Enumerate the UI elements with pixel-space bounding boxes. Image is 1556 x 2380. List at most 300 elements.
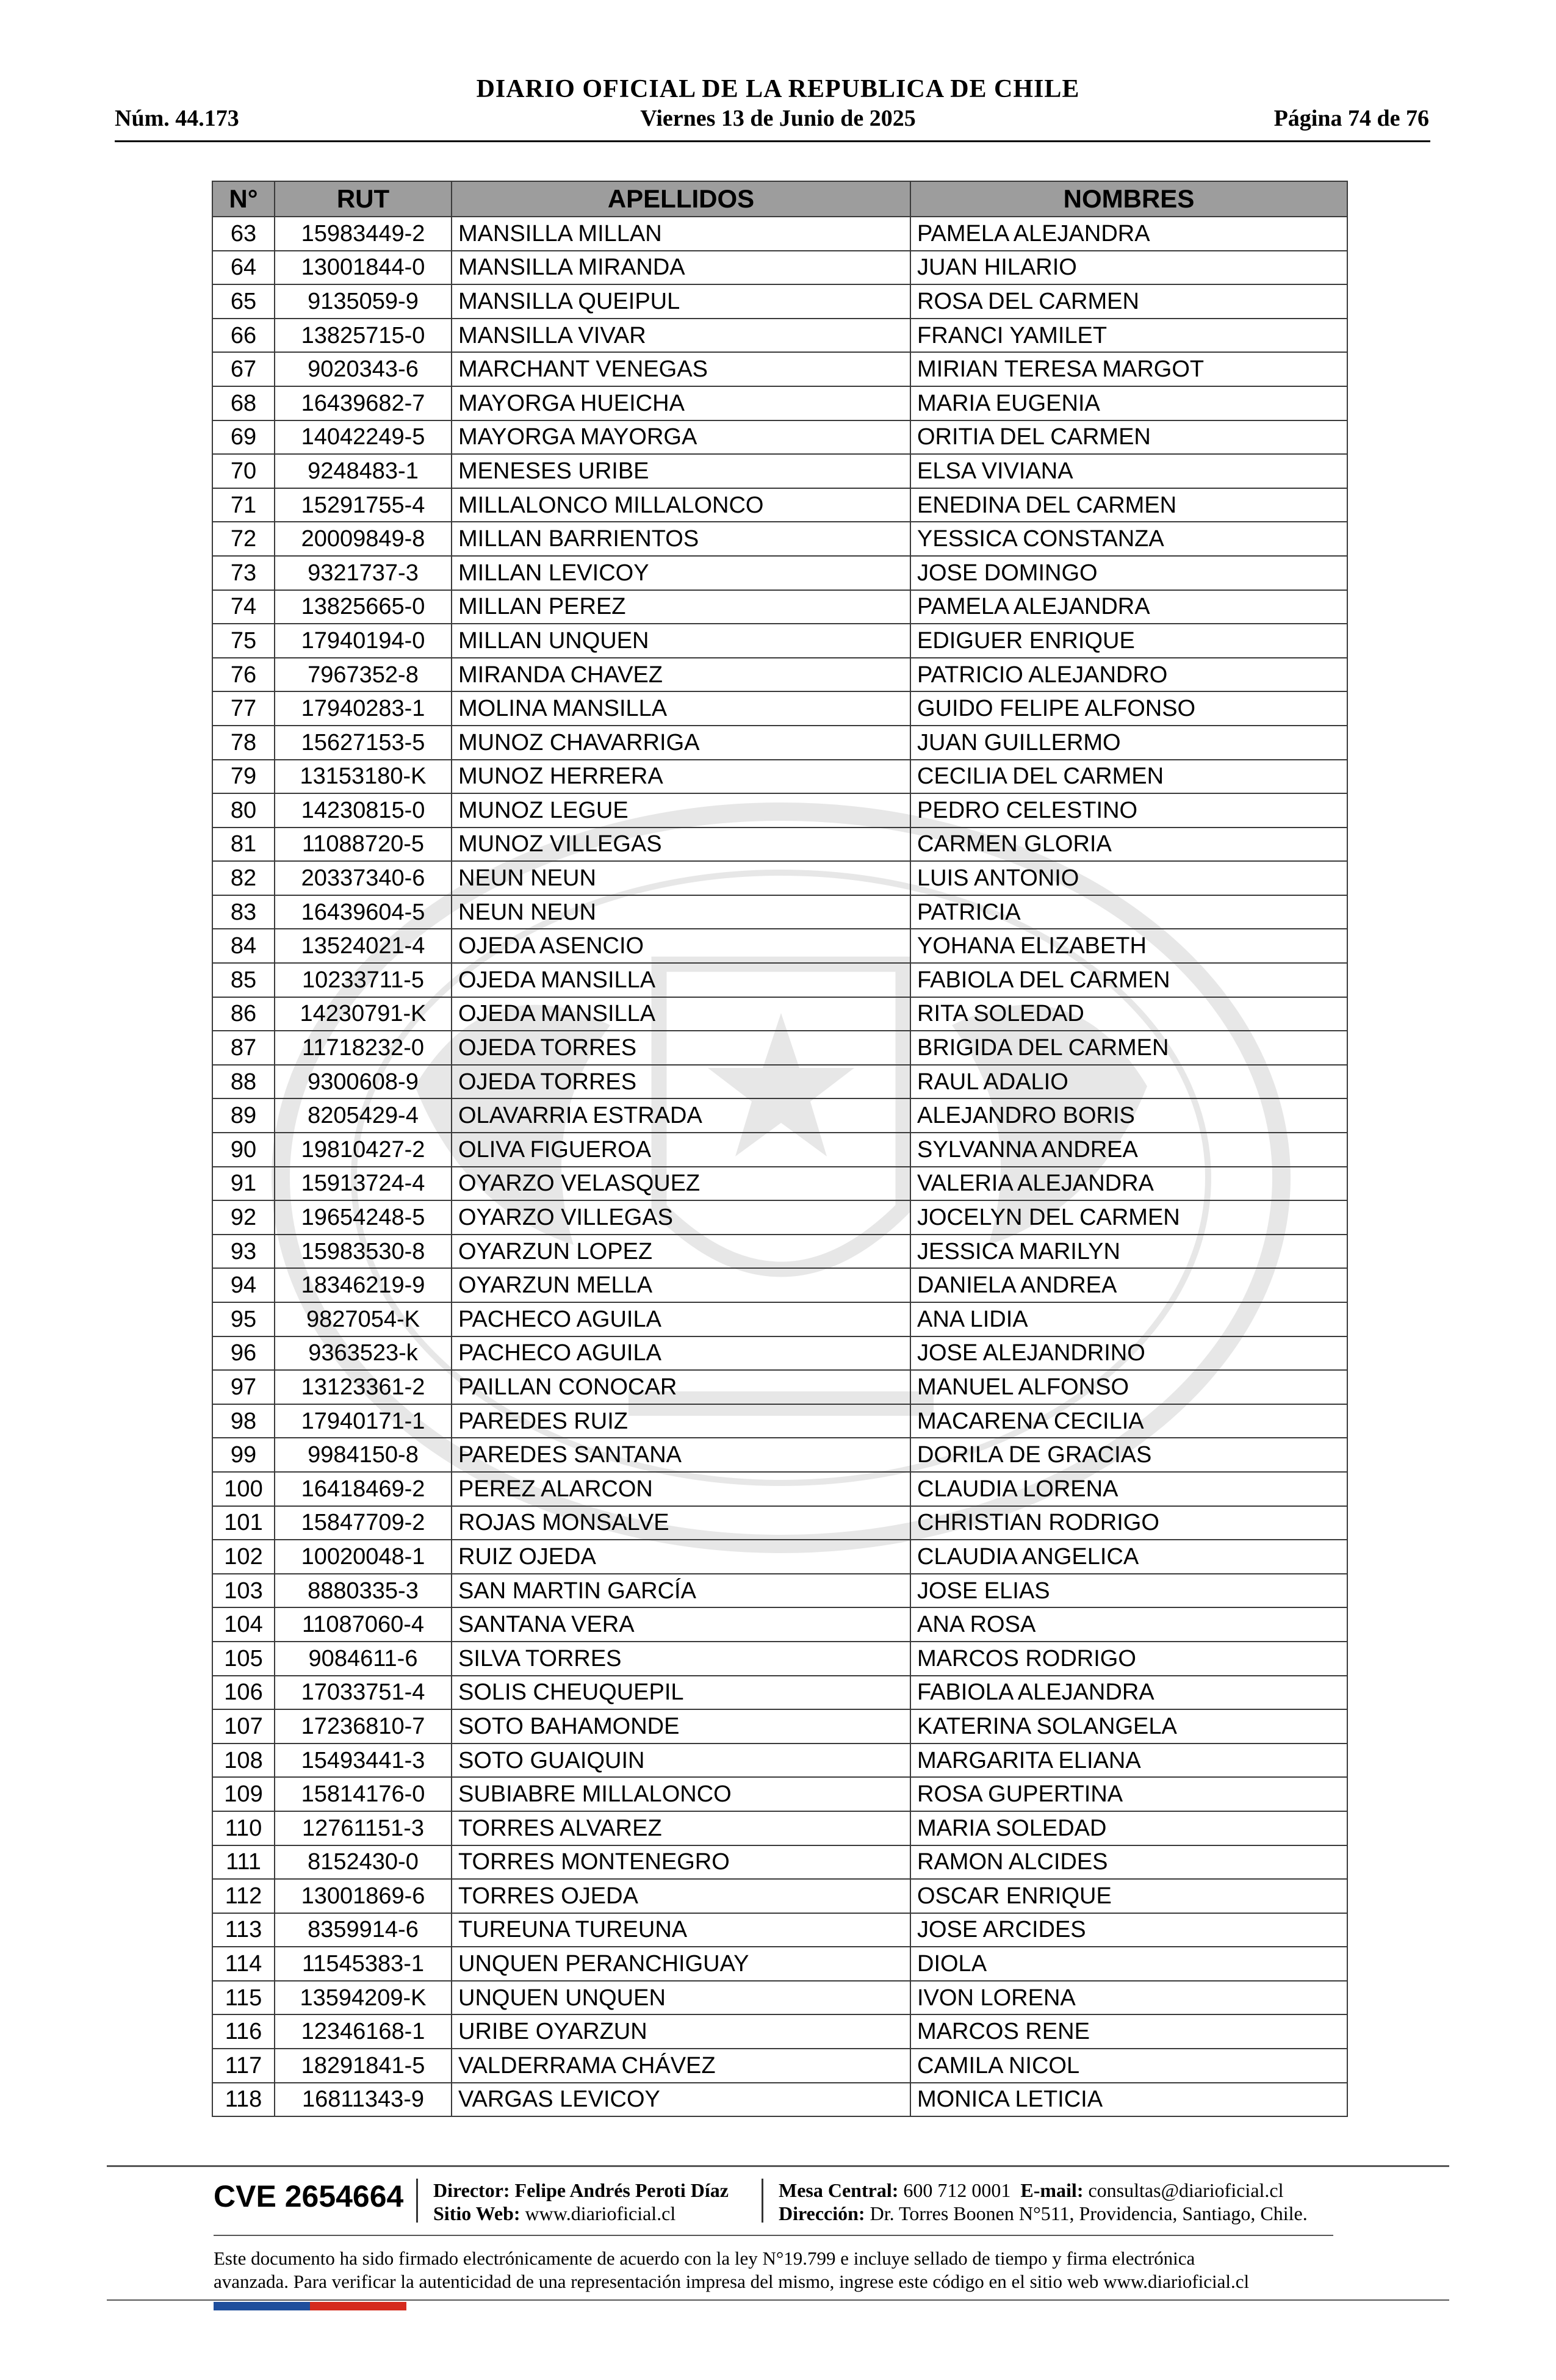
rut-cell: 13825665-0: [275, 590, 452, 624]
surnames-cell: OYARZUN MELLA: [452, 1268, 910, 1302]
surnames-cell: VARGAS LEVICOY: [452, 2083, 910, 2117]
names-cell: RITA SOLEDAD: [910, 997, 1347, 1031]
surnames-cell: UNQUEN UNQUEN: [452, 1981, 910, 2015]
surnames-cell: MANSILLA QUEIPUL: [452, 284, 910, 319]
table-row: [212, 1200, 1347, 1235]
table-row: [212, 963, 1347, 997]
column-header-surnames: APELLIDOS: [452, 181, 910, 217]
rut-cell: 13825715-0: [275, 319, 452, 353]
row-number-cell: 80: [212, 793, 275, 828]
names-cell: PATRICIO ALEJANDRO: [910, 658, 1347, 692]
address-label: Dirección:: [779, 2202, 865, 2224]
table-row: [212, 1744, 1347, 1778]
table-row: [212, 1506, 1347, 1540]
row-number-cell: 118: [212, 2083, 275, 2117]
rut-cell: 18291841-5: [275, 2049, 452, 2083]
table-row: [212, 556, 1347, 590]
table-row: [212, 420, 1347, 455]
surnames-cell: MAYORGA MAYORGA: [452, 420, 910, 455]
table-row: [212, 1098, 1347, 1133]
surnames-cell: URIBE OYARZUN: [452, 2014, 910, 2049]
table-row: [212, 1676, 1347, 1710]
table-row: [212, 1879, 1347, 1913]
surnames-cell: OJEDA MANSILLA: [452, 997, 910, 1031]
surnames-cell: MENESES URIBE: [452, 454, 910, 488]
rut-cell: 9363523-k: [275, 1336, 452, 1371]
names-cell: JESSICA MARILYN: [910, 1235, 1347, 1269]
rut-cell: 17940194-0: [275, 624, 452, 658]
table-row: [212, 1574, 1347, 1608]
surnames-cell: MANSILLA MIRANDA: [452, 251, 910, 285]
rut-cell: 13153180-K: [275, 760, 452, 794]
names-cell: MONICA LETICIA: [910, 2083, 1347, 2117]
director-name: Felipe Andrés Peroti Díaz: [514, 2179, 729, 2201]
rut-cell: 17940283-1: [275, 691, 452, 726]
row-number-cell: 77: [212, 691, 275, 726]
table-row: [212, 1947, 1347, 1981]
rut-cell: 18346219-9: [275, 1268, 452, 1302]
surnames-cell: OYARZO VELASQUEZ: [452, 1167, 910, 1201]
table-row: [212, 1438, 1347, 1472]
surnames-cell: TORRES ALVAREZ: [452, 1811, 910, 1845]
rut-cell: 13123361-2: [275, 1370, 452, 1404]
rut-cell: 15493441-3: [275, 1744, 452, 1778]
names-cell: MACARENA CECILIA: [910, 1404, 1347, 1438]
rut-cell: 16811343-9: [275, 2083, 452, 2117]
names-cell: EDIGUER ENRIQUE: [910, 624, 1347, 658]
rut-cell: 12761151-3: [275, 1811, 452, 1845]
table-row: [212, 2049, 1347, 2083]
surnames-cell: OJEDA TORRES: [452, 1031, 910, 1065]
names-cell: IVON LORENA: [910, 1981, 1347, 2015]
surnames-cell: SOTO GUAIQUIN: [452, 1744, 910, 1778]
row-number-cell: 109: [212, 1777, 275, 1811]
email-label: E-mail:: [1020, 2179, 1084, 2201]
phone-label: Mesa Central:: [779, 2179, 899, 2201]
table-row: [212, 1235, 1347, 1269]
row-number-cell: 95: [212, 1302, 275, 1336]
rut-cell: 13001844-0: [275, 251, 452, 285]
table-row: [212, 929, 1347, 963]
names-cell: FRANCI YAMILET: [910, 319, 1347, 353]
table-row: [212, 828, 1347, 862]
row-number-cell: 69: [212, 420, 275, 455]
names-cell: MARIA SOLEDAD: [910, 1811, 1347, 1845]
names-cell: PAMELA ALEJANDRA: [910, 217, 1347, 251]
names-cell: RAMON ALCIDES: [910, 1845, 1347, 1880]
footer-divider-bottom: [107, 2299, 1449, 2301]
rut-cell: 19654248-5: [275, 1200, 452, 1235]
names-cell: YESSICA CONSTANZA: [910, 522, 1347, 556]
surnames-cell: SUBIABRE MILLALONCO: [452, 1777, 910, 1811]
table-row: [212, 1607, 1347, 1642]
rut-cell: 16439604-5: [275, 895, 452, 929]
surnames-cell: RUIZ OJEDA: [452, 1540, 910, 1574]
surnames-cell: OJEDA TORRES: [452, 1065, 910, 1099]
names-cell: CHRISTIAN RODRIGO: [910, 1506, 1347, 1540]
names-cell: FABIOLA ALEJANDRA: [910, 1676, 1347, 1710]
table-row: [212, 1811, 1347, 1845]
rut-cell: 15983449-2: [275, 217, 452, 251]
surnames-cell: NEUN NEUN: [452, 861, 910, 895]
surnames-cell: SOLIS CHEUQUEPIL: [452, 1676, 910, 1710]
table-row: [212, 488, 1347, 522]
footer-divider-middle: [214, 2235, 1333, 2236]
row-number-cell: 79: [212, 760, 275, 794]
row-number-cell: 98: [212, 1404, 275, 1438]
names-cell: ORITIA DEL CARMEN: [910, 420, 1347, 455]
names-cell: CAMILA NICOL: [910, 2049, 1347, 2083]
surnames-cell: NEUN NEUN: [452, 895, 910, 929]
names-cell: CLAUDIA LORENA: [910, 1472, 1347, 1506]
surnames-cell: MANSILLA VIVAR: [452, 319, 910, 353]
rut-cell: 8359914-6: [275, 1913, 452, 1947]
cve-code: CVE 2654664: [214, 2179, 404, 2213]
flag-stripe-red: [310, 2302, 406, 2310]
table-row: [212, 793, 1347, 828]
surnames-cell: MUNOZ VILLEGAS: [452, 828, 910, 862]
names-cell: JUAN HILARIO: [910, 251, 1347, 285]
rut-cell: 14042249-5: [275, 420, 452, 455]
names-cell: CARMEN GLORIA: [910, 828, 1347, 862]
surnames-cell: PACHECO AGUILA: [452, 1336, 910, 1371]
surnames-cell: OYARZO VILLEGAS: [452, 1200, 910, 1235]
surnames-cell: PEREZ ALARCON: [452, 1472, 910, 1506]
rut-cell: 10020048-1: [275, 1540, 452, 1574]
names-cell: ANA LIDIA: [910, 1302, 1347, 1336]
row-number-cell: 93: [212, 1235, 275, 1269]
names-cell: LUIS ANTONIO: [910, 861, 1347, 895]
row-number-cell: 66: [212, 319, 275, 353]
table-row: [212, 895, 1347, 929]
surnames-cell: MUNOZ LEGUE: [452, 793, 910, 828]
names-cell: DORILA DE GRACIAS: [910, 1438, 1347, 1472]
rut-cell: 9248483-1: [275, 454, 452, 488]
column-header-rut: RUT: [275, 181, 452, 217]
column-header-number: N°: [212, 181, 275, 217]
row-number-cell: 96: [212, 1336, 275, 1371]
rut-cell: 13524021-4: [275, 929, 452, 963]
table-row: [212, 1913, 1347, 1947]
surnames-cell: TUREUNA TUREUNA: [452, 1913, 910, 1947]
row-number-cell: 78: [212, 726, 275, 760]
rut-cell: 8152430-0: [275, 1845, 452, 1880]
row-number-cell: 94: [212, 1268, 275, 1302]
row-number-cell: 75: [212, 624, 275, 658]
names-cell: ANA ROSA: [910, 1607, 1347, 1642]
table-row: [212, 217, 1347, 251]
rut-cell: 7967352-8: [275, 658, 452, 692]
table-row: [212, 590, 1347, 624]
table-row: [212, 1031, 1347, 1065]
names-cell: MARCOS RODRIGO: [910, 1642, 1347, 1676]
rut-cell: 9020343-6: [275, 352, 452, 386]
row-number-cell: 83: [212, 895, 275, 929]
rut-cell: 17033751-4: [275, 1676, 452, 1710]
rut-cell: 15814176-0: [275, 1777, 452, 1811]
rut-cell: 9321737-3: [275, 556, 452, 590]
publication-title: DIARIO OFICIAL DE LA REPUBLICA DE CHILE: [476, 75, 1080, 103]
row-number-cell: 113: [212, 1913, 275, 1947]
registry-table: [212, 181, 1348, 2117]
surnames-cell: OJEDA ASENCIO: [452, 929, 910, 963]
row-number-cell: 89: [212, 1098, 275, 1133]
address-value: Dr. Torres Boonen N°511, Providencia, Santiago, Chile.: [870, 2202, 1308, 2224]
row-number-cell: 105: [212, 1642, 275, 1676]
header-divider: [115, 140, 1430, 142]
surnames-cell: MILLAN BARRIENTOS: [452, 522, 910, 556]
surnames-cell: OYARZUN LOPEZ: [452, 1235, 910, 1269]
names-cell: ELSA VIVIANA: [910, 454, 1347, 488]
table-row: [212, 726, 1347, 760]
names-cell: PEDRO CELESTINO: [910, 793, 1347, 828]
row-number-cell: 87: [212, 1031, 275, 1065]
table-row: [212, 1302, 1347, 1336]
table-row: [212, 386, 1347, 420]
website-label: Sitio Web:: [433, 2202, 520, 2224]
names-cell: CLAUDIA ANGELICA: [910, 1540, 1347, 1574]
names-cell: ROSA DEL CARMEN: [910, 284, 1347, 319]
surnames-cell: MANSILLA MILLAN: [452, 217, 910, 251]
surnames-cell: MOLINA MANSILLA: [452, 691, 910, 726]
surnames-cell: UNQUEN PERANCHIGUAY: [452, 1947, 910, 1981]
contact-info: [779, 2179, 1308, 2225]
row-number-cell: 110: [212, 1811, 275, 1845]
names-cell: JOSE ELIAS: [910, 1574, 1347, 1608]
rut-cell: 16418469-2: [275, 1472, 452, 1506]
table-row: [212, 1404, 1347, 1438]
surnames-cell: SANTANA VERA: [452, 1607, 910, 1642]
table-row: [212, 319, 1347, 353]
rut-cell: 9984150-8: [275, 1438, 452, 1472]
rut-cell: 11545383-1: [275, 1947, 452, 1981]
table-row: [212, 861, 1347, 895]
table-row: [212, 2083, 1347, 2117]
names-cell: KATERINA SOLANGELA: [910, 1709, 1347, 1744]
row-number-cell: 111: [212, 1845, 275, 1880]
table-row: [212, 1336, 1347, 1371]
row-number-cell: 100: [212, 1472, 275, 1506]
footer-separator: [762, 2179, 763, 2223]
row-number-cell: 106: [212, 1676, 275, 1710]
table-row: [212, 760, 1347, 794]
row-number-cell: 97: [212, 1370, 275, 1404]
rut-cell: 13594209-K: [275, 1981, 452, 2015]
table-row: [212, 1133, 1347, 1167]
names-cell: CECILIA DEL CARMEN: [910, 760, 1347, 794]
row-number-cell: 108: [212, 1744, 275, 1778]
rut-cell: 15291755-4: [275, 488, 452, 522]
surnames-cell: TORRES OJEDA: [452, 1879, 910, 1913]
rut-cell: 8205429-4: [275, 1098, 452, 1133]
surnames-cell: PAREDES SANTANA: [452, 1438, 910, 1472]
row-number-cell: 76: [212, 658, 275, 692]
table-row: [212, 251, 1347, 285]
director-label: Director:: [433, 2179, 510, 2201]
surnames-cell: PAREDES RUIZ: [452, 1404, 910, 1438]
table-row: [212, 454, 1347, 488]
surnames-cell: SOTO BAHAMONDE: [452, 1709, 910, 1744]
table-row: [212, 1370, 1347, 1404]
rut-cell: 20009849-8: [275, 522, 452, 556]
rut-cell: 19810427-2: [275, 1133, 452, 1167]
table-row: [212, 997, 1347, 1031]
table-row: [212, 2014, 1347, 2049]
names-cell: RAUL ADALIO: [910, 1065, 1347, 1099]
table-row: [212, 1981, 1347, 2015]
names-cell: ROSA GUPERTINA: [910, 1777, 1347, 1811]
rut-cell: 9827054-K: [275, 1302, 452, 1336]
names-cell: FABIOLA DEL CARMEN: [910, 963, 1347, 997]
table-row: [212, 1642, 1347, 1676]
table-row: [212, 1540, 1347, 1574]
surnames-cell: SILVA TORRES: [452, 1642, 910, 1676]
names-cell: MARGARITA ELIANA: [910, 1744, 1347, 1778]
row-number-cell: 117: [212, 2049, 275, 2083]
rut-cell: 17236810-7: [275, 1709, 452, 1744]
surnames-cell: OJEDA MANSILLA: [452, 963, 910, 997]
row-number-cell: 82: [212, 861, 275, 895]
rut-cell: 11087060-4: [275, 1607, 452, 1642]
names-cell: OSCAR ENRIQUE: [910, 1879, 1347, 1913]
rut-cell: 14230791-K: [275, 997, 452, 1031]
rut-cell: 15627153-5: [275, 726, 452, 760]
row-number-cell: 115: [212, 1981, 275, 2015]
surnames-cell: OLAVARRIA ESTRADA: [452, 1098, 910, 1133]
surnames-cell: MUNOZ CHAVARRIGA: [452, 726, 910, 760]
rut-cell: 17940171-1: [275, 1404, 452, 1438]
names-cell: MARCOS RENE: [910, 2014, 1347, 2049]
rut-cell: 15983530-8: [275, 1235, 452, 1269]
rut-cell: 13001869-6: [275, 1879, 452, 1913]
row-number-cell: 102: [212, 1540, 275, 1574]
table-row: [212, 1845, 1347, 1880]
row-number-cell: 73: [212, 556, 275, 590]
table-row: [212, 658, 1347, 692]
column-header-names: NOMBRES: [910, 181, 1347, 217]
names-cell: PATRICIA: [910, 895, 1347, 929]
surnames-cell: MIRANDA CHAVEZ: [452, 658, 910, 692]
table-body: [212, 217, 1347, 2116]
surnames-cell: MUNOZ HERRERA: [452, 760, 910, 794]
rut-cell: 11088720-5: [275, 828, 452, 862]
names-cell: JOSE ARCIDES: [910, 1913, 1347, 1947]
surnames-cell: MILLAN UNQUEN: [452, 624, 910, 658]
row-number-cell: 112: [212, 1879, 275, 1913]
names-cell: VALERIA ALEJANDRA: [910, 1167, 1347, 1201]
issue-number: Núm. 44.173: [115, 106, 239, 131]
table-row: [212, 1472, 1347, 1506]
surnames-cell: MILLAN PEREZ: [452, 590, 910, 624]
row-number-cell: 88: [212, 1065, 275, 1099]
rut-cell: 9300608-9: [275, 1065, 452, 1099]
names-cell: GUIDO FELIPE ALFONSO: [910, 691, 1347, 726]
names-cell: MANUEL ALFONSO: [910, 1370, 1347, 1404]
table-row: [212, 624, 1347, 658]
row-number-cell: 81: [212, 828, 275, 862]
table-row: [212, 284, 1347, 319]
surnames-cell: PAILLAN CONOCAR: [452, 1370, 910, 1404]
surnames-cell: TORRES MONTENEGRO: [452, 1845, 910, 1880]
names-cell: ENEDINA DEL CARMEN: [910, 488, 1347, 522]
row-number-cell: 101: [212, 1506, 275, 1540]
surnames-cell: MILLAN LEVICOY: [452, 556, 910, 590]
surnames-cell: OLIVA FIGUEROA: [452, 1133, 910, 1167]
rut-cell: 15913724-4: [275, 1167, 452, 1201]
names-cell: DIOLA: [910, 1947, 1347, 1981]
rut-cell: 16439682-7: [275, 386, 452, 420]
row-number-cell: 91: [212, 1167, 275, 1201]
rut-cell: 11718232-0: [275, 1031, 452, 1065]
email-address[interactable]: consultas@diarioficial.cl: [1088, 2179, 1284, 2201]
names-cell: JOSE DOMINGO: [910, 556, 1347, 590]
row-number-cell: 68: [212, 386, 275, 420]
names-cell: JOSE ALEJANDRINO: [910, 1336, 1347, 1371]
rut-cell: 9084611-6: [275, 1642, 452, 1676]
table-row: [212, 1709, 1347, 1744]
page-indicator: Página 74 de 76: [1273, 106, 1429, 131]
rut-cell: 14230815-0: [275, 793, 452, 828]
row-number-cell: 85: [212, 963, 275, 997]
table-row: [212, 691, 1347, 726]
surnames-cell: PACHECO AGUILA: [452, 1302, 910, 1336]
row-number-cell: 104: [212, 1607, 275, 1642]
table-header-row: [212, 181, 1347, 217]
names-cell: JOCELYN DEL CARMEN: [910, 1200, 1347, 1235]
surnames-cell: SAN MARTIN GARCÍA: [452, 1574, 910, 1608]
table-row: [212, 522, 1347, 556]
row-number-cell: 63: [212, 217, 275, 251]
names-cell: DANIELA ANDREA: [910, 1268, 1347, 1302]
row-number-cell: 99: [212, 1438, 275, 1472]
row-number-cell: 86: [212, 997, 275, 1031]
surnames-cell: MAYORGA HUEICHA: [452, 386, 910, 420]
legal-notice-line: Este documento ha sido firmado electrónicamente de acuerdo con la ley N°19.799 e incluye sellado de tiempo y firma electrónica: [214, 2248, 1195, 2269]
row-number-cell: 65: [212, 284, 275, 319]
row-number-cell: 114: [212, 1947, 275, 1981]
publication-date: Viernes 13 de Junio de 2025: [640, 106, 916, 131]
table-row: [212, 1777, 1347, 1811]
row-number-cell: 107: [212, 1709, 275, 1744]
rut-cell: 10233711-5: [275, 963, 452, 997]
website-url[interactable]: www.diarioficial.cl: [525, 2202, 676, 2224]
surnames-cell: ROJAS MONSALVE: [452, 1506, 910, 1540]
director-info: [433, 2179, 729, 2225]
names-cell: MARIA EUGENIA: [910, 386, 1347, 420]
names-cell: BRIGIDA DEL CARMEN: [910, 1031, 1347, 1065]
row-number-cell: 74: [212, 590, 275, 624]
row-number-cell: 90: [212, 1133, 275, 1167]
table-row: [212, 1268, 1347, 1302]
row-number-cell: 72: [212, 522, 275, 556]
row-number-cell: 64: [212, 251, 275, 285]
rut-cell: 15847709-2: [275, 1506, 452, 1540]
surnames-cell: MARCHANT VENEGAS: [452, 352, 910, 386]
surnames-cell: VALDERRAMA CHÁVEZ: [452, 2049, 910, 2083]
row-number-cell: 67: [212, 352, 275, 386]
footer-separator: [416, 2179, 418, 2223]
names-cell: JUAN GUILLERMO: [910, 726, 1347, 760]
row-number-cell: 103: [212, 1574, 275, 1608]
phone-number: 600 712 0001: [903, 2179, 1011, 2201]
rut-cell: 12346168-1: [275, 2014, 452, 2049]
row-number-cell: 70: [212, 454, 275, 488]
names-cell: PAMELA ALEJANDRA: [910, 590, 1347, 624]
names-cell: ALEJANDRO BORIS: [910, 1098, 1347, 1133]
legal-notice: [214, 2247, 1373, 2293]
names-cell: YOHANA ELIZABETH: [910, 929, 1347, 963]
row-number-cell: 92: [212, 1200, 275, 1235]
